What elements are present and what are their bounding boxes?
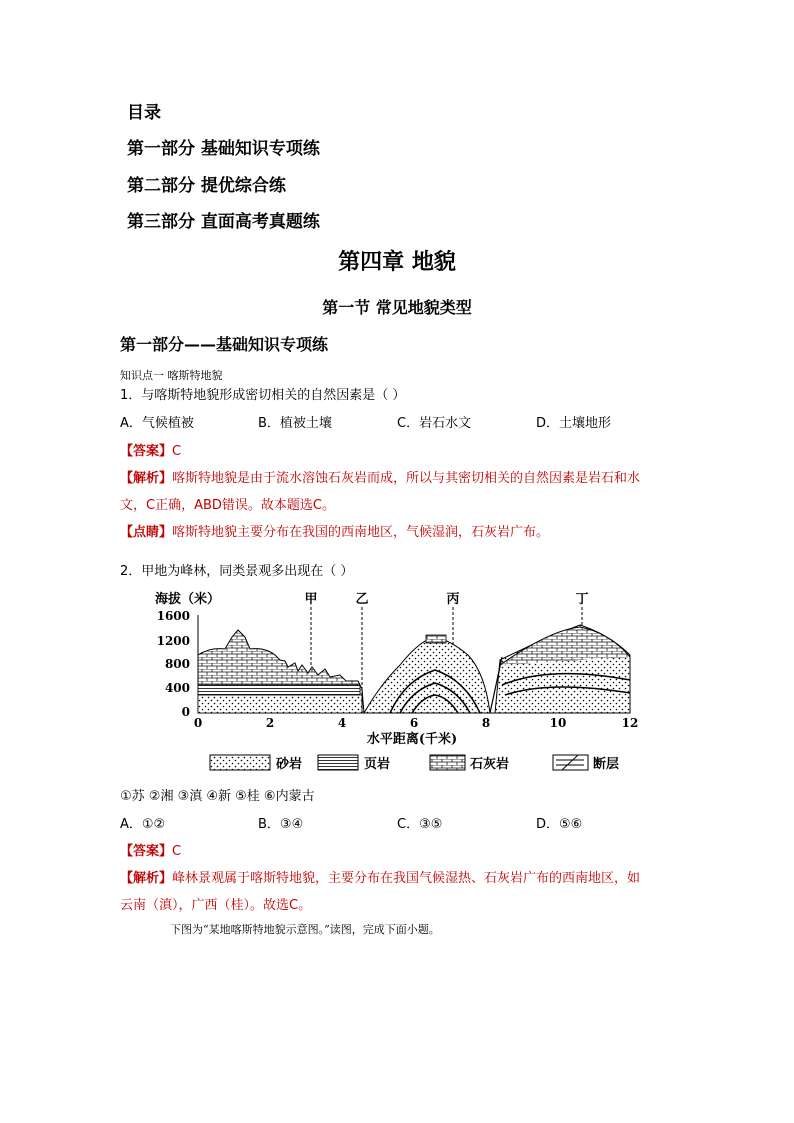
answer-tag: 【答案】 — [120, 844, 173, 859]
toc-item-1: 第一部分 基础知识专项练 — [127, 139, 320, 159]
section-title: 第一节 常见地貌类型 — [322, 298, 472, 317]
q2-option-c: C．③⑤ — [397, 817, 443, 832]
q1-option-c: C．岩石水文 — [397, 416, 472, 431]
x-tick: 10 — [549, 716, 567, 730]
toc-title: 目录 — [127, 103, 161, 123]
q1-option-d: D．土壤地形 — [536, 416, 612, 431]
q2-option-a: A．①② — [120, 817, 166, 832]
site-yi: 乙 — [355, 592, 369, 607]
x-tick: 8 — [481, 716, 491, 730]
toc-item-2: 第二部分 提优综合练 — [127, 176, 286, 196]
answer-value: C — [172, 444, 182, 459]
site-ding: 丁 — [575, 592, 589, 607]
x-tick: 6 — [409, 716, 419, 730]
legend-sandstone: 砂岩 — [276, 757, 303, 772]
legend-fault: 断层 — [593, 757, 620, 772]
q2-analysis-line2: 云南（滇），广西（桂）。故选C。 — [120, 898, 312, 913]
next-question-intro: 下图为“某地喀斯特地貌示意图。”读图，完成下面小题。 — [170, 923, 440, 936]
y-tick: 400 — [164, 681, 190, 695]
analysis-text: 喀斯特地貌是由于流水溶蚀石灰岩而成，所以与其密切相关的自然因素是岩石和水 — [172, 471, 641, 486]
y-tick: 800 — [164, 657, 190, 671]
analysis-tag: 【解析】 — [120, 471, 173, 486]
x-tick: 12 — [621, 716, 639, 730]
q1-option-b: B．植被土壤 — [258, 416, 332, 431]
x-tick: 2 — [265, 716, 275, 730]
knowledge-point: 知识点一 喀斯特地貌 — [120, 369, 223, 382]
site-jia: 甲 — [304, 592, 318, 607]
legend-limestone: 石灰岩 — [470, 757, 510, 772]
answer-value: C — [172, 844, 182, 859]
q1-tip — [120, 521, 549, 540]
legend-shale: 页岩 — [364, 757, 391, 772]
x-tick: 0 — [193, 716, 203, 730]
analysis-text: 峰林景观属于喀斯特地貌，主要分布在我国气候湿热、石灰岩广布的西南地区，如 — [172, 871, 641, 886]
q2-answer — [120, 840, 181, 859]
q1-analysis-line2: 文，C正确，ABD错误。故本题选C。 — [120, 498, 335, 513]
q2-option-d: D．⑤⑥ — [536, 817, 583, 832]
part-title: 第一部分——基础知识专项练 — [120, 335, 329, 354]
y-tick: 1600 — [156, 609, 190, 623]
karst-profile-figure — [150, 585, 650, 780]
tip-tag: 【点睛】 — [120, 525, 173, 540]
q2-provinces: ①苏 ②湘 ③滇 ④新 ⑤桂 ⑥内蒙古 — [120, 789, 315, 804]
y-tick: 0 — [181, 705, 190, 719]
y-axis-label: 海拔（米） — [155, 592, 221, 607]
site-bing: 丙 — [446, 592, 460, 607]
x-axis-label: 水平距离(千米) — [366, 732, 458, 747]
tip-text: 喀斯特地貌主要分布在我国的西南地区，气候湿润，石灰岩广布。 — [172, 525, 550, 540]
q1-analysis-line1 — [120, 467, 640, 486]
chapter-title: 第四章 地貌 — [338, 250, 456, 275]
q1-answer — [120, 440, 181, 459]
toc-item-3: 第三部分 直面高考真题练 — [127, 212, 320, 232]
legend — [210, 755, 619, 772]
q2-stem: 2．甲地为峰林，同类景观多出现在（ ） — [120, 564, 354, 579]
q1-stem: 1．与喀斯特地貌形成密切相关的自然因素是（ ） — [120, 388, 406, 403]
q2-analysis-line1 — [120, 867, 640, 886]
x-tick: 4 — [337, 716, 347, 730]
y-tick: 1200 — [156, 634, 190, 648]
q1-option-a: A．气候植被 — [120, 416, 194, 431]
answer-tag: 【答案】 — [120, 444, 173, 459]
analysis-tag: 【解析】 — [120, 871, 173, 886]
q2-option-b: B．③④ — [258, 817, 304, 832]
